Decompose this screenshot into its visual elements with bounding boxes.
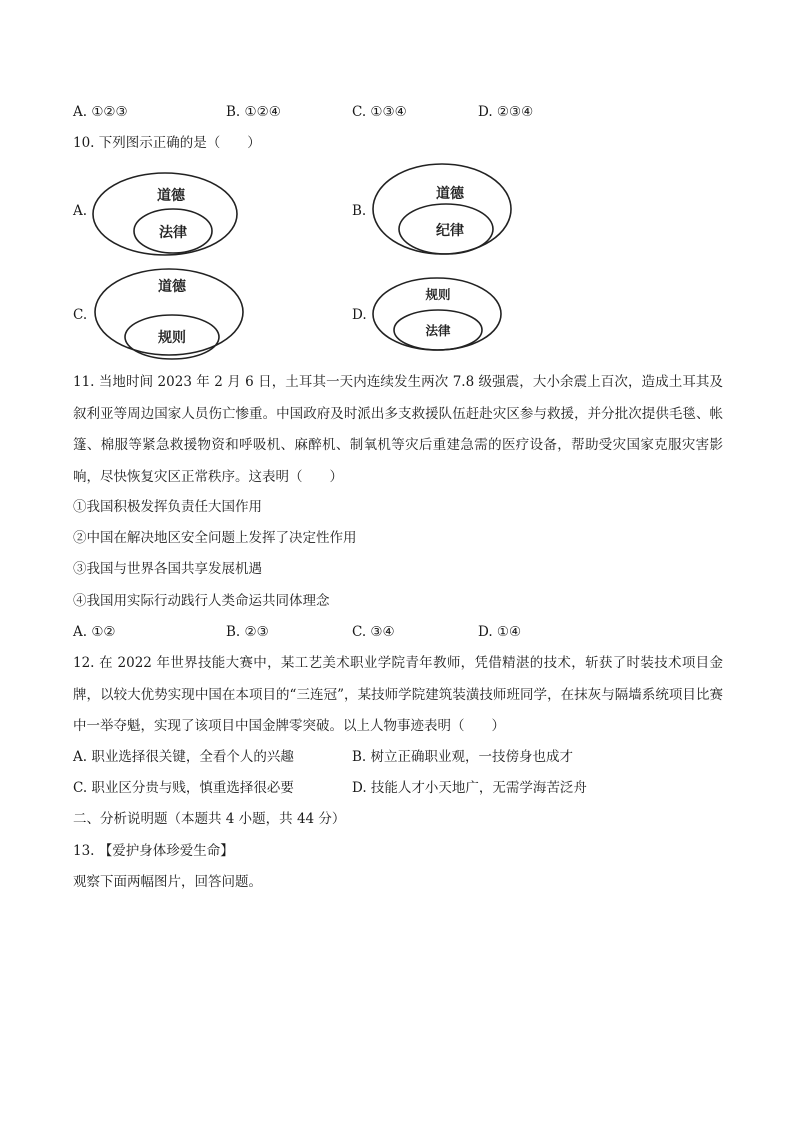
q11-item-1: ①我国积极发挥负责任大国作用 xyxy=(73,499,262,515)
outer-label: 规则 xyxy=(425,287,451,302)
q12-option-d: D. 技能人才小天地广，无需学海苦泛舟 xyxy=(352,780,587,796)
q11-item-4: ④我国用实际行动践行人类命运共同体理念 xyxy=(73,593,330,609)
q10-diagram-c xyxy=(88,267,250,361)
q13-title: 13. 【爱护身体珍爱生命】 xyxy=(73,843,234,859)
q12-option-b: B. 树立正确职业观，一技傍身也成才 xyxy=(352,749,574,765)
outer-label: 道德 xyxy=(157,188,185,204)
q11-item-2: ②中国在解决地区安全问题上发挥了决定性作用 xyxy=(73,530,357,546)
inner-label: 纪律 xyxy=(436,223,464,239)
q10-diagram-a xyxy=(85,170,245,260)
outer-ellipse xyxy=(373,164,511,254)
q11-option-c: C. ③④ xyxy=(352,624,395,640)
q11-option-a: A. ①② xyxy=(73,624,116,640)
section-2-heading: 二、分析说明题（本题共 4 小题，共 44 分） xyxy=(73,811,346,827)
q10-diagram-d xyxy=(368,274,506,358)
q11-option-d: D. ①④ xyxy=(478,624,522,640)
q12-option-a: A. 职业选择很关键，全看个人的兴趣 xyxy=(73,749,294,765)
q11-option-b: B. ②③ xyxy=(226,624,269,640)
q9-option-b: B. ①②④ xyxy=(226,104,281,120)
q12-stem: 12. 在 2022 年世界技能大赛中，某工艺美术职业学院青年教师，凭借精湛的技术，斩获了时装技术项目金牌，以较大优势实现中国在本项目的“三连冠”，某技师学院建筑装潢技师班同学，在抹灰与隔墙系统项目比赛中一举夺魁，实现了该项目中国金牌零突破。以上人物事迹表明（ ） xyxy=(73,655,723,734)
q10-diagram-b xyxy=(366,162,518,258)
q13-instruction: 观察下面两幅图片，回答问题。 xyxy=(73,874,262,890)
q10-diagram-b-letter: B. xyxy=(352,203,367,219)
q11-stem: 11. 当地时间 2023 年 2 月 6 日，土耳其一天内连续发生两次 7.8 级强震，大小余震上百次，造成土耳其及叙利亚等周边国家人员伤亡惨重。中国政府及时派出多支救援队伍赶赴灾区参与救援，并分批次提供毛毯、帐篷、棉服等紧急救援物资和呼吸机、麻醉机、制氧机等灾后重建急需的医疗设备，帮助受灾国家克服灾害影响，尽快恢复灾区正常秩序。这表明（ ） xyxy=(73,374,723,485)
q10-stem: 10. 下列图示正确的是（ ） xyxy=(73,135,261,151)
q9-option-c: C. ①③④ xyxy=(352,104,407,120)
q9-option-a: A. ①②③ xyxy=(73,104,128,120)
q10-diagram-d-letter: D. xyxy=(352,307,367,323)
q11-item-3: ③我国与世界各国共享发展机遇 xyxy=(73,561,262,577)
inner-label: 法律 xyxy=(425,323,451,338)
q9-option-d: D. ②③④ xyxy=(478,104,534,120)
outer-ellipse xyxy=(93,173,237,255)
q10-diagram-a-letter: A. xyxy=(73,203,88,219)
outer-label: 道德 xyxy=(436,186,464,202)
inner-label: 法律 xyxy=(159,225,187,241)
outer-label: 道德 xyxy=(158,279,186,295)
q10-diagram-c-letter: C. xyxy=(73,307,88,323)
q12-option-c: C. 职业区分贵与贱，慎重选择很必要 xyxy=(73,780,294,796)
inner-label: 规则 xyxy=(158,330,186,346)
